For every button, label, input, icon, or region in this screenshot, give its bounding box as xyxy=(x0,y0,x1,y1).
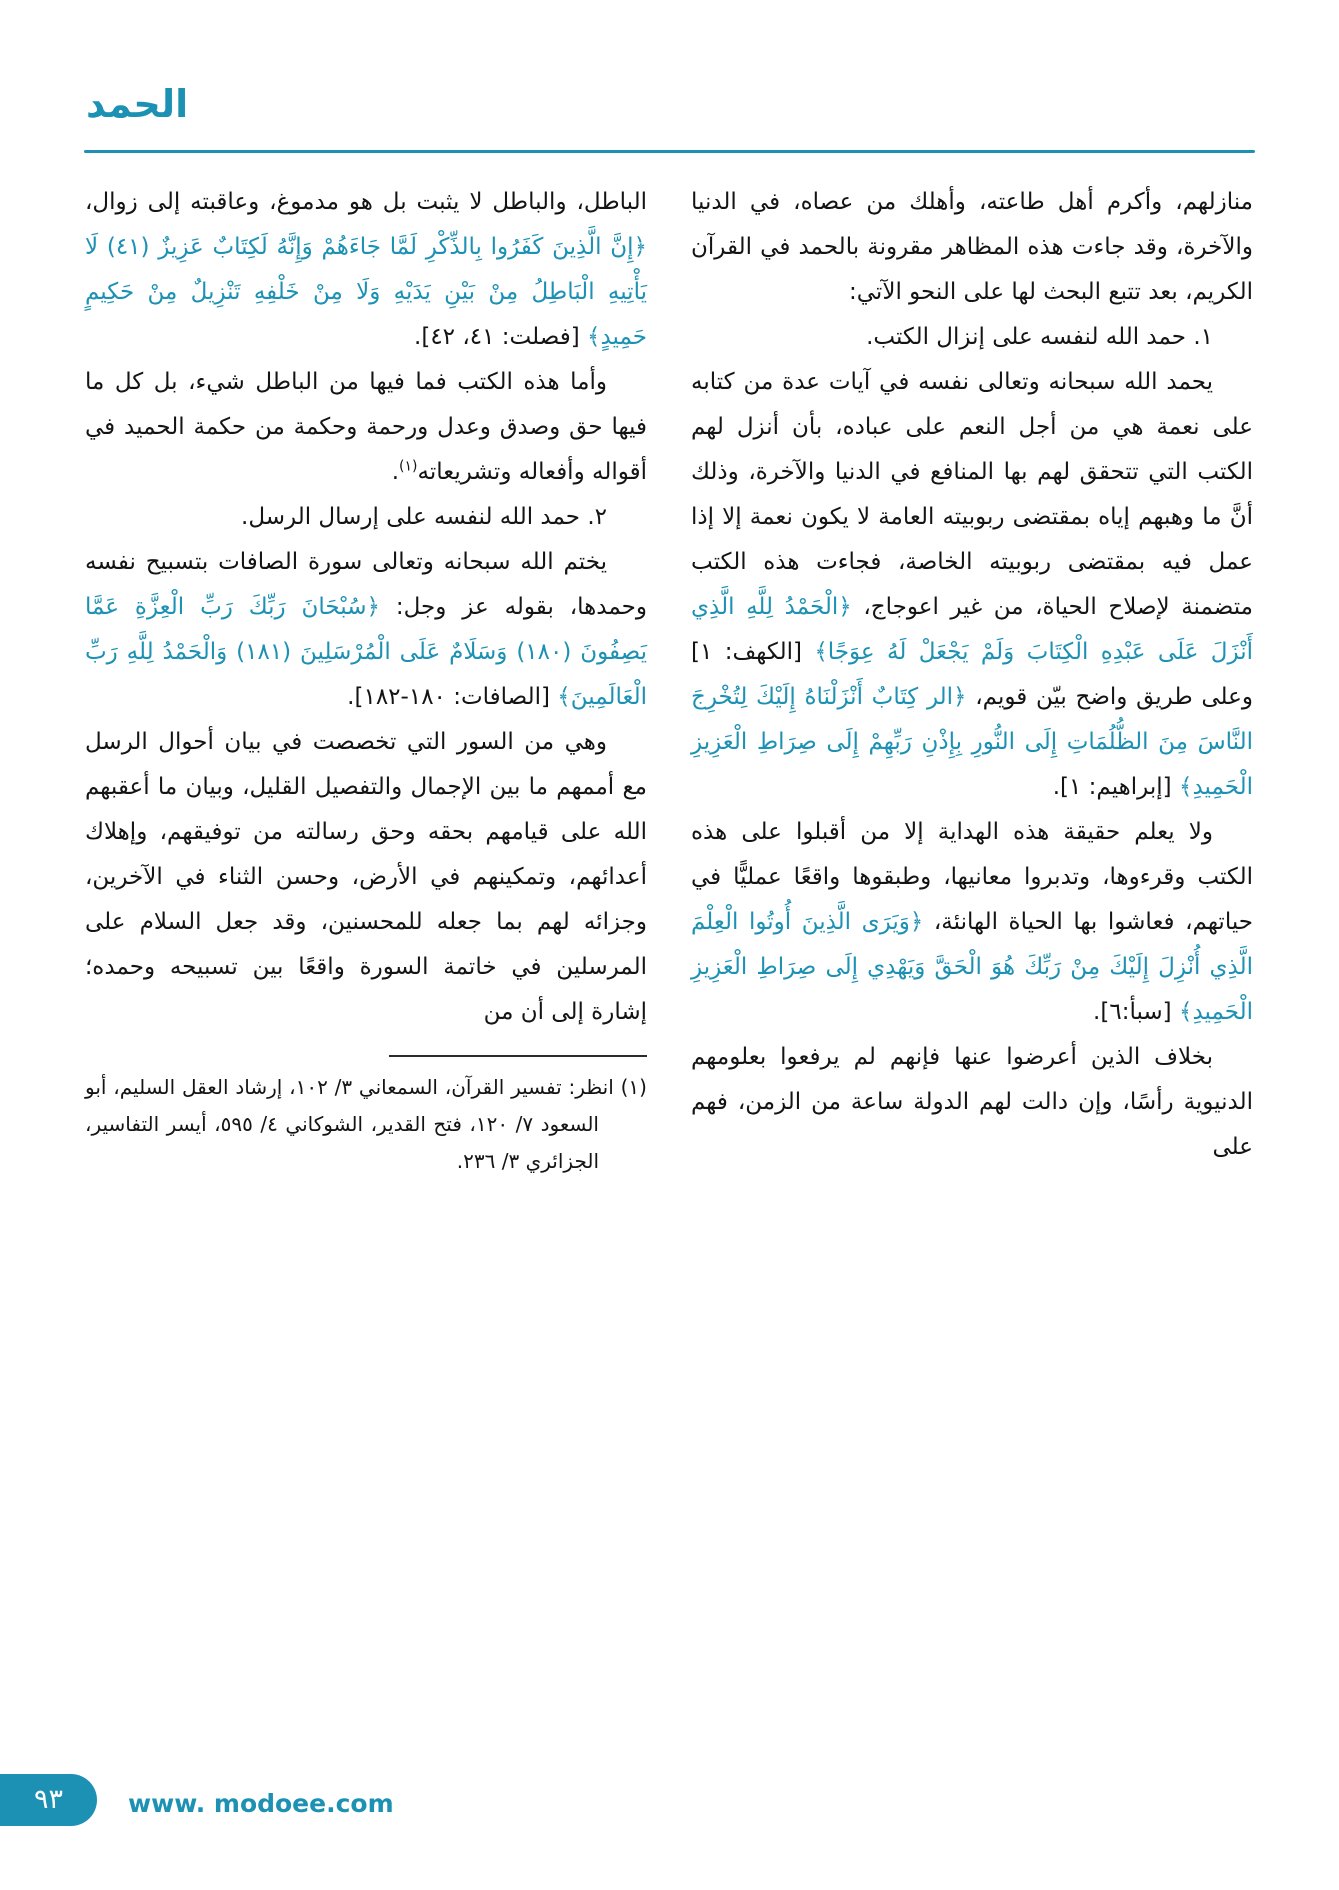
body-text: منازلهم، وأكرم أهل طاعته، وأهلك من عصاه، في الدنيا والآخرة، وقد جاءت هذه المظاهر مقرونة بالحمد في القرآن الكريم، بعد تتبع البحث لها على النحو الآتي: xyxy=(691,189,1253,305)
quran-verse: ﴿الْحَمْدُ لِلَّهِ الَّذِي أَنْزَلَ عَلَى عَبْدِهِ الْكِتَابَ وَلَمْ يَجْعَلْ لَهُ عِوَجًا﴾ xyxy=(691,594,1253,665)
quran-verse: ﴿وَيَرَى الَّذِينَ أُوتُوا الْعِلْمَ الَّذِي أُنْزِلَ إِلَيْكَ مِنْ رَبِّكَ هُوَ الْحَقَّ وَيَهْدِي إِلَى صِرَاطِ الْعَزِيزِ الْحَمِيدِ﴾ xyxy=(691,909,1253,1025)
body-text: وأما هذه الكتب فما فيها من الباطل شيء، بل كل ما فيها حق وصدق وعدل ورحمة وحكمة من حكمة الحميد في أقواله وأفعاله وتشريعاته xyxy=(85,369,647,485)
paragraph xyxy=(691,315,1253,360)
page-number: ٩٣ xyxy=(33,1784,63,1815)
body-text: وهي من السور التي تخصصت في بيان أحوال الرسل مع أممهم ما بين الإجمال والتفصيل القليل، وبيان ما أعقبهم الله على قيامهم بحقه وحق رسالته من توفيقهم، وإهلاك أعدائهم، وتمكينهم في الأرض، وحسن الثناء في الآخرين، وجزائه لهم بما جعله للمحسنين، وقد جعل السلام على المرسلين في خاتمة السورة واقعًا بين تسبيحه وحمده؛ إشارة إلى أن من xyxy=(85,729,647,1025)
body-text: بخلاف الذين أعرضوا عنها فإنهم لم يرفعوا بعلومهم الدنيوية رأسًا، وإن دالت لهم الدولة ساعة من الزمن، فهم على xyxy=(691,1044,1253,1160)
verse-reference: [فصلت: ٤١، ٤٢]. xyxy=(414,324,580,350)
page-number-badge xyxy=(0,1774,97,1826)
body-text: ولا يعلم حقيقة هذه الهداية إلا من أقبلوا على هذه الكتب وقرءوها، وتدبروا معانيها، وطبقوها واقعًا عمليًّا في حياتهم، فعاشوا بها الحياة الهانئة، xyxy=(691,819,1253,935)
header-divider xyxy=(84,150,1255,153)
paragraph xyxy=(85,180,647,360)
page-body xyxy=(85,180,1253,1180)
verse-reference: [الصافات: ١٨٠-١٨٢]. xyxy=(347,684,550,710)
column-right xyxy=(691,180,1253,1180)
body-text: ٢. حمد الله لنفسه على إرسال الرسل. xyxy=(241,504,607,530)
verse-reference: [إبراهيم: ١]. xyxy=(1052,774,1172,800)
website-url[interactable]: www. modoee.com xyxy=(128,1789,394,1818)
body-text: يختم الله سبحانه وتعالى سورة الصافات بتسبيح نفسه وحمدها، بقوله عز وجل: xyxy=(85,549,647,620)
verse-reference: [سبأ:٦]. xyxy=(1093,999,1172,1025)
footnotes-section xyxy=(85,1069,647,1180)
paragraph xyxy=(85,360,647,495)
quran-verse: ﴿الر كِتَابٌ أَنْزَلْنَاهُ إِلَيْكَ لِتُخْرِجَ النَّاسَ مِنَ الظُّلُمَاتِ إِلَى النُّورِ بِإِذْنِ رَبِّهِمْ إِلَى صِرَاطِ الْعَزِيزِ الْحَمِيدِ﴾ xyxy=(691,684,1253,800)
quran-verse: ﴿إِنَّ الَّذِينَ كَفَرُوا بِالذِّكْرِ لَمَّا جَاءَهُمْ وَإِنَّهُ لَكِتَابٌ عَزِيزٌ (٤١) لَا يَأْتِيهِ الْبَاطِلُ مِنْ بَيْنِ يَدَيْهِ وَلَا مِنْ خَلْفِهِ تَنْزِيلٌ مِنْ حَكِيمٍ حَمِيدٍ﴾ xyxy=(85,234,647,350)
footnote-number: (١) xyxy=(613,1075,647,1099)
quran-verse: ﴿سُبْحَانَ رَبِّكَ رَبِّ الْعِزَّةِ عَمَّا يَصِفُونَ (١٨٠) وَسَلَامٌ عَلَى الْمُرْسَلِينَ (١٨١) وَالْحَمْدُ لِلَّهِ رَبِّ الْعَالَمِينَ﴾ xyxy=(85,594,647,710)
paragraph xyxy=(691,360,1253,810)
column-left-text xyxy=(85,180,647,1035)
footnote-separator xyxy=(389,1055,647,1057)
page-header-title: الحمد xyxy=(86,82,189,126)
verse-reference: [الكهف: ١] xyxy=(691,639,802,665)
body-text: وعلى طريق واضح بيّن قويم، xyxy=(966,684,1254,710)
body-text: يحمد الله سبحانه وتعالى نفسه في آيات عدة من كتابه على نعمة هي من أجل النعم على عباده، بأن أنزل لهم الكتب التي تتحقق لهم بها المنافع في الدنيا والآخرة، وذلك أنَّ ما وهبهم إياه بمقتضى ربوبيته العامة لا يكون نعمة إلا إذا عمل فيه بمقتضى ربوبيته الخاصة، فجاءت هذه الكتب متضمنة لإصلاح الحياة، من غير اعوجاج، xyxy=(691,369,1253,620)
paragraph xyxy=(85,495,647,540)
body-text: ١. حمد الله لنفسه على إنزال الكتب. xyxy=(866,324,1213,350)
body-text: الباطل، والباطل لا يثبت بل هو مدموغ، وعاقبته إلى زوال، xyxy=(85,189,647,215)
footnote-text: انظر: تفسير القرآن، السمعاني ٣/ ١٠٢، إرشاد العقل السليم، أبو السعود ٧/ ١٢٠، فتح القدير، الشوكاني ٤/ ٥٩٥، أيسر التفاسير، الجزائري ٣/ ٢٣٦. xyxy=(85,1075,614,1173)
paragraph xyxy=(691,1035,1253,1170)
body-text: . xyxy=(391,459,400,485)
paragraph xyxy=(691,810,1253,1035)
paragraph xyxy=(85,720,647,1035)
column-left xyxy=(85,180,647,1180)
footnote-marker: (١) xyxy=(399,458,418,475)
footnote xyxy=(85,1069,647,1180)
paragraph xyxy=(691,180,1253,315)
paragraph xyxy=(85,540,647,720)
